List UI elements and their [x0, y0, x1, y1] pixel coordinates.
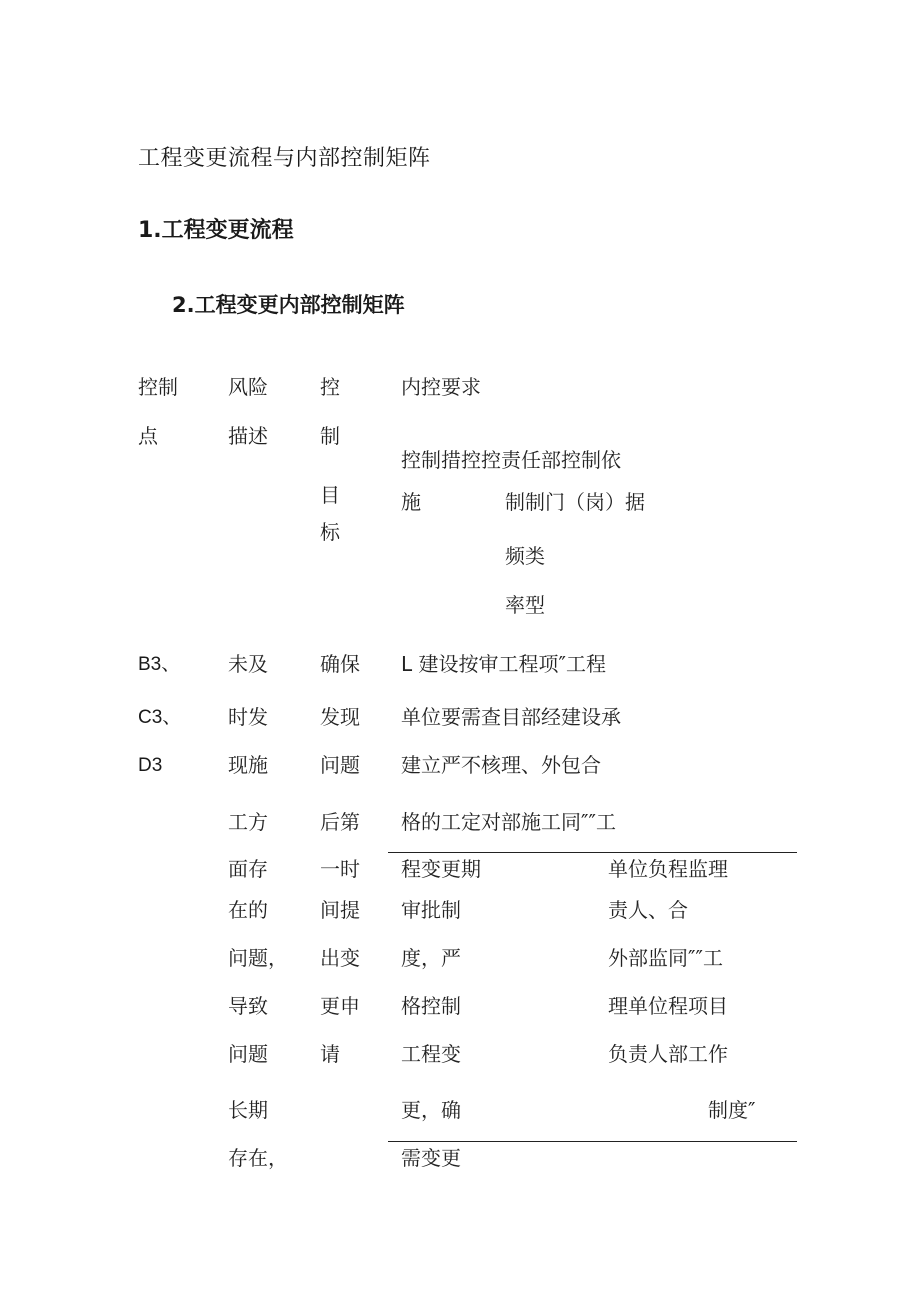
measure-left-line: 度，严: [401, 946, 461, 970]
objective-line: 请: [320, 1042, 340, 1066]
objective-line: 一时: [320, 857, 360, 881]
header-sub-left: 施: [401, 490, 421, 514]
section-heading-2: 2.工程变更内部控制矩阵: [172, 293, 405, 317]
header-objective-4: 标: [320, 520, 340, 544]
risk-line: 长期: [228, 1098, 268, 1122]
objective-line: 发现: [320, 705, 360, 729]
table-rule-bottom: [388, 1141, 797, 1142]
document-title: 工程变更流程与内部控制矩阵: [138, 146, 431, 171]
objective-line: 更申: [320, 994, 360, 1018]
measure-left-line: 更，确: [401, 1098, 461, 1122]
risk-line: 时发: [228, 705, 268, 729]
risk-line: 未及: [228, 652, 268, 676]
header-sub-line-4: 率型: [505, 593, 545, 617]
header-control-point-1: 控制: [138, 375, 178, 399]
risk-line: 现施: [228, 753, 268, 777]
risk-line: 面存: [228, 857, 268, 881]
measure-wide-line: L 建设按审工程项″工程: [401, 652, 606, 676]
section-heading-1: 1.工程变更流程: [138, 218, 294, 243]
measure-right-line: 责人、合: [608, 898, 688, 922]
measure-left-line: 需变更: [401, 1146, 461, 1170]
header-sub-line-2: 制制门（岗）据: [505, 490, 645, 514]
measure-wide-line: 建立严不核理、外包合: [401, 753, 601, 777]
table-rule-top: [388, 852, 797, 853]
measure-right-line: 负责人部工作: [608, 1042, 728, 1066]
measure-left-line: 格控制: [401, 994, 461, 1018]
header-sub-line-3: 频类: [505, 544, 545, 568]
header-internal-control: 内控要求: [401, 375, 481, 399]
header-objective-3: 目: [320, 483, 340, 507]
risk-line: 工方: [228, 810, 268, 834]
header-risk-2: 描述: [228, 424, 268, 448]
header-control-point-2: 点: [138, 424, 158, 448]
measure-wide-line: 单位要需查目部经建设承: [401, 705, 621, 729]
header-objective-2: 制: [320, 424, 340, 448]
risk-line: 问题，: [228, 946, 288, 970]
objective-line: 问题: [320, 753, 360, 777]
objective-line: 确保: [320, 652, 360, 676]
header-objective-1: 控: [320, 375, 340, 399]
objective-line: 间提: [320, 898, 360, 922]
risk-line: 导致: [228, 994, 268, 1018]
measure-left-line: 程变更期: [401, 857, 481, 881]
risk-line: 存在，: [228, 1146, 288, 1170]
objective-line: 出变: [320, 946, 360, 970]
control-code-b3: B3、: [138, 654, 181, 675]
measure-right-line: 制度″: [708, 1098, 756, 1122]
control-code-d3: D3: [138, 755, 163, 776]
measure-left-line: 审批制: [401, 898, 461, 922]
measure-right-line: 理单位程项目: [608, 994, 728, 1018]
measure-right-line: 外部监同″″工: [608, 946, 723, 970]
header-sub-line-1: 控制措控控责任部控制依: [401, 448, 621, 472]
measure-right-line: 单位负程监理: [608, 857, 728, 881]
risk-line: 在的: [228, 898, 268, 922]
measure-left-line: 工程变: [401, 1042, 461, 1066]
risk-line: 问题: [228, 1042, 268, 1066]
header-risk-1: 风险: [228, 375, 268, 399]
measure-wide-line: 格的工定对部施工同″″工: [401, 810, 616, 834]
objective-line: 后第: [320, 810, 360, 834]
control-code-c3: C3、: [138, 707, 182, 728]
